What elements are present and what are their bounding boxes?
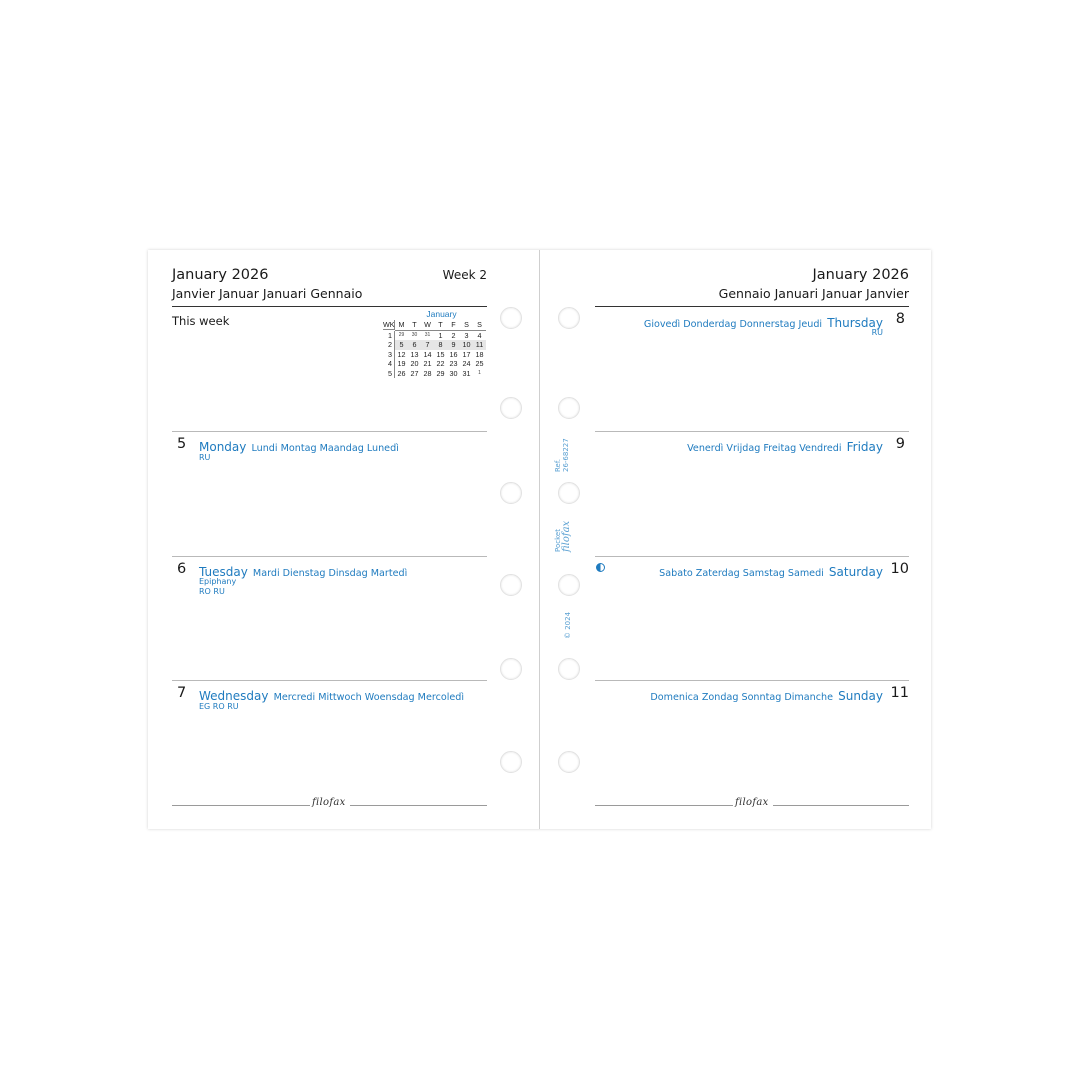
week-number: 1 xyxy=(383,331,395,341)
week-number-header: WK xyxy=(383,320,395,329)
calendar-day: 12 xyxy=(397,349,406,359)
day-number: 11 xyxy=(890,685,909,701)
month-subtitle: Janvier Januar Januari Gennaio xyxy=(172,286,363,301)
weekday-header: T xyxy=(408,320,421,331)
mini-calendar xyxy=(383,309,488,378)
calendar-day: 29 xyxy=(398,331,405,338)
day-number: 6 xyxy=(177,561,187,577)
day-divider xyxy=(172,431,487,432)
binder-hole xyxy=(500,482,522,504)
brand-logo: filofax xyxy=(735,797,769,808)
day-note: EG RO RU xyxy=(199,702,239,711)
day-note: RO RU xyxy=(199,587,225,596)
spine-brand-logo: filofax xyxy=(561,520,572,552)
day-number: 8 xyxy=(895,311,905,327)
day-divider xyxy=(595,556,909,557)
weekday-header: T xyxy=(434,320,447,331)
weekday-header: W xyxy=(421,320,434,331)
copyright-text: © 2024 xyxy=(564,611,572,639)
first-quarter-moon-icon xyxy=(596,563,605,572)
reference-code xyxy=(554,438,570,472)
calendar-day: 18 xyxy=(475,349,484,359)
day-name-translations: Sabato Zaterdag Samstag Samedi xyxy=(659,568,824,579)
day-name: Tuesday xyxy=(199,565,248,579)
calendar-day: 23 xyxy=(449,359,458,368)
day-name-translations: Giovedì Donderdag Donnerstag Jeudi xyxy=(643,319,823,330)
calendar-day: 19 xyxy=(397,359,406,368)
day-number: 7 xyxy=(177,685,187,701)
binder-hole xyxy=(558,751,580,773)
reference-number: 26-68227 xyxy=(562,438,570,472)
day-divider xyxy=(595,431,909,432)
calendar-day: 1 xyxy=(438,330,443,340)
calendar-day: 27 xyxy=(410,368,419,378)
size-label: Pocket xyxy=(554,529,562,552)
binder-hole xyxy=(558,482,580,504)
calendar-day: 10 xyxy=(460,340,473,350)
calendar-day: 26 xyxy=(397,368,406,378)
calendar-day: 5 xyxy=(395,340,408,350)
calendar-day: 16 xyxy=(449,349,458,359)
day-number: 10 xyxy=(890,561,909,577)
spine-brand xyxy=(554,521,572,552)
mini-calendar-grid xyxy=(383,320,488,378)
calendar-day: 6 xyxy=(408,340,421,350)
week-number: 2 xyxy=(383,340,395,350)
binder-hole xyxy=(558,397,580,419)
calendar-day: 2 xyxy=(451,330,456,340)
week-number: 4 xyxy=(383,359,395,369)
day-heading xyxy=(650,685,883,704)
calendar-day: 30 xyxy=(449,368,458,378)
day-name-translations: Mercredi Mittwoch Woensdag Mercoledì xyxy=(273,692,465,703)
calendar-day: 3 xyxy=(464,330,469,340)
calendar-day: 22 xyxy=(436,359,445,368)
day-name: Friday xyxy=(846,440,883,454)
day-name: Thursday xyxy=(827,316,883,330)
day-name-translations: Mardi Dienstag Dinsdag Martedì xyxy=(252,568,408,579)
binder-hole xyxy=(558,658,580,680)
day-name-translations: Lundi Montag Maandag Lunedì xyxy=(251,443,399,454)
right-page xyxy=(540,250,931,829)
calendar-day: 4 xyxy=(477,330,482,340)
day-number: 9 xyxy=(895,436,905,452)
calendar-day: 11 xyxy=(473,340,486,350)
footer-rule xyxy=(350,805,487,806)
day-heading xyxy=(199,436,399,455)
brand-logo: filofax xyxy=(312,797,346,808)
day-name-translations: Venerdì Vrijdag Freitag Vendredi xyxy=(687,443,842,454)
header-rule xyxy=(595,306,909,307)
day-name: Wednesday xyxy=(199,689,269,703)
reference-label: Ref. xyxy=(554,458,562,472)
day-heading xyxy=(687,436,883,455)
this-week-label: This week xyxy=(172,314,230,328)
day-divider xyxy=(172,680,487,681)
weekday-header: S xyxy=(460,320,473,331)
binder-hole xyxy=(500,658,522,680)
planner-spread xyxy=(148,250,931,829)
day-name: Sunday xyxy=(838,689,883,703)
calendar-day: 17 xyxy=(462,349,471,359)
calendar-day: 20 xyxy=(410,359,419,368)
footer-rule xyxy=(595,805,733,806)
calendar-day: 15 xyxy=(436,349,445,359)
binder-hole xyxy=(500,307,522,329)
binder-hole xyxy=(500,397,522,419)
calendar-day: 30 xyxy=(411,331,418,338)
holiday-note: Epiphany xyxy=(199,577,237,586)
weekday-header: F xyxy=(447,320,460,331)
calendar-day: 7 xyxy=(421,340,434,350)
calendar-day: 31 xyxy=(424,331,431,338)
day-divider xyxy=(172,556,487,557)
calendar-day: 1 xyxy=(478,369,481,376)
binder-hole xyxy=(558,574,580,596)
calendar-day: 24 xyxy=(462,359,471,368)
day-divider xyxy=(595,680,909,681)
month-title: January 2026 xyxy=(812,267,909,283)
day-name: Monday xyxy=(199,440,247,454)
day-name-translations: Domenica Zondag Sonntag Dimanche xyxy=(650,692,833,703)
calendar-day: 9 xyxy=(447,340,460,350)
month-title: January 2026 xyxy=(172,267,269,283)
binder-hole xyxy=(500,574,522,596)
day-heading xyxy=(659,561,883,580)
calendar-day: 31 xyxy=(462,368,471,378)
calendar-day: 13 xyxy=(410,349,419,359)
footer-rule xyxy=(172,805,310,806)
weekday-header: M xyxy=(395,320,408,331)
calendar-day: 25 xyxy=(475,359,484,368)
week-number: 5 xyxy=(383,369,395,379)
footer-rule xyxy=(773,805,909,806)
calendar-day: 28 xyxy=(423,368,432,378)
day-number: 5 xyxy=(177,436,187,452)
month-subtitle: Gennaio Januari Januar Janvier xyxy=(718,286,909,301)
left-page xyxy=(148,250,539,829)
header-rule xyxy=(172,306,487,307)
binder-hole xyxy=(558,307,580,329)
day-note: RU xyxy=(199,453,211,462)
calendar-day: 21 xyxy=(423,359,432,368)
week-number: 3 xyxy=(383,350,395,360)
week-label: Week 2 xyxy=(442,268,487,282)
day-name: Saturday xyxy=(828,565,883,579)
calendar-day: 14 xyxy=(423,349,432,359)
mini-calendar-title: January xyxy=(426,309,457,319)
day-note: RU xyxy=(871,328,883,337)
calendar-day: 29 xyxy=(436,368,445,378)
binder-hole xyxy=(500,751,522,773)
calendar-day: 8 xyxy=(434,340,447,350)
weekday-header: S xyxy=(473,320,486,331)
day-heading xyxy=(644,312,883,331)
